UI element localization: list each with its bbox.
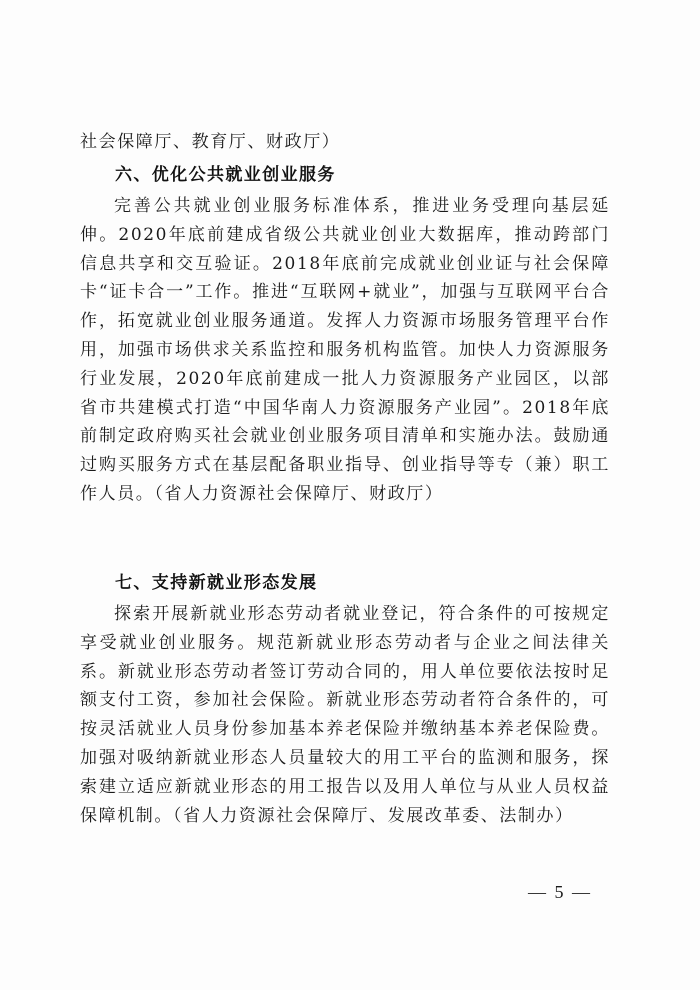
section-6-heading: 六、优化公共就业创业服务 bbox=[115, 165, 336, 185]
section-7-heading: 七、支持新就业形态发展 bbox=[115, 573, 318, 593]
section-7-paragraph: 探索开展新就业形态劳动者就业登记，符合条件的可按规定享受就业创业服务。规范新就业形态劳动者与企业之间法律关系。新就业形态劳动者签订劳动合同的，用人单位要依法按时足额支付工资，参加社会保险。新就业形态劳动者符合条件的，可按灵活就业人员身份参加基本养老保险并缴纳基本养老保险费。加强对吸纳新就业形态人员量较大的用工平台的监测和服务，探索建立适应新就业形态的用工报告以及用人单位与从业人员权益保障机制。（省人力资源社会保障厅、发展改革委、法制办） bbox=[80, 604, 610, 826]
page-number: — 5 — bbox=[528, 882, 592, 902]
section-6-paragraph: 完善公共就业创业服务标准体系，推进业务受理向基层延伸。2020年底前建成省级公共就业创业大数据库，推动跨部门信息共享和交互验证。2018年底前完成就业创业证与社会保障卡“证卡合一”工作。推进“互联网+就业”，加强与互联网平台合作，拓宽就业创业服务通道。发挥人力资源市场服务管理平台作用，加强市场供求关系监控和服务机构监管。加快人力资源服务行业发展，2020年底前建成一批人力资源服务产业园区，以部省市共建模式打造“中国华南人力资源服务产业园”。2018年底前制定政府购买社会就业创业服务项目清单和实施办法。鼓励通过购买服务方式在基层配备职业指导、创业指导等专（兼）职工作人员。（省人力资源社会保障厅、财政厅） bbox=[80, 196, 610, 504]
continuation-line: 社会保障厅、教育厅、财政厅） bbox=[80, 132, 341, 152]
